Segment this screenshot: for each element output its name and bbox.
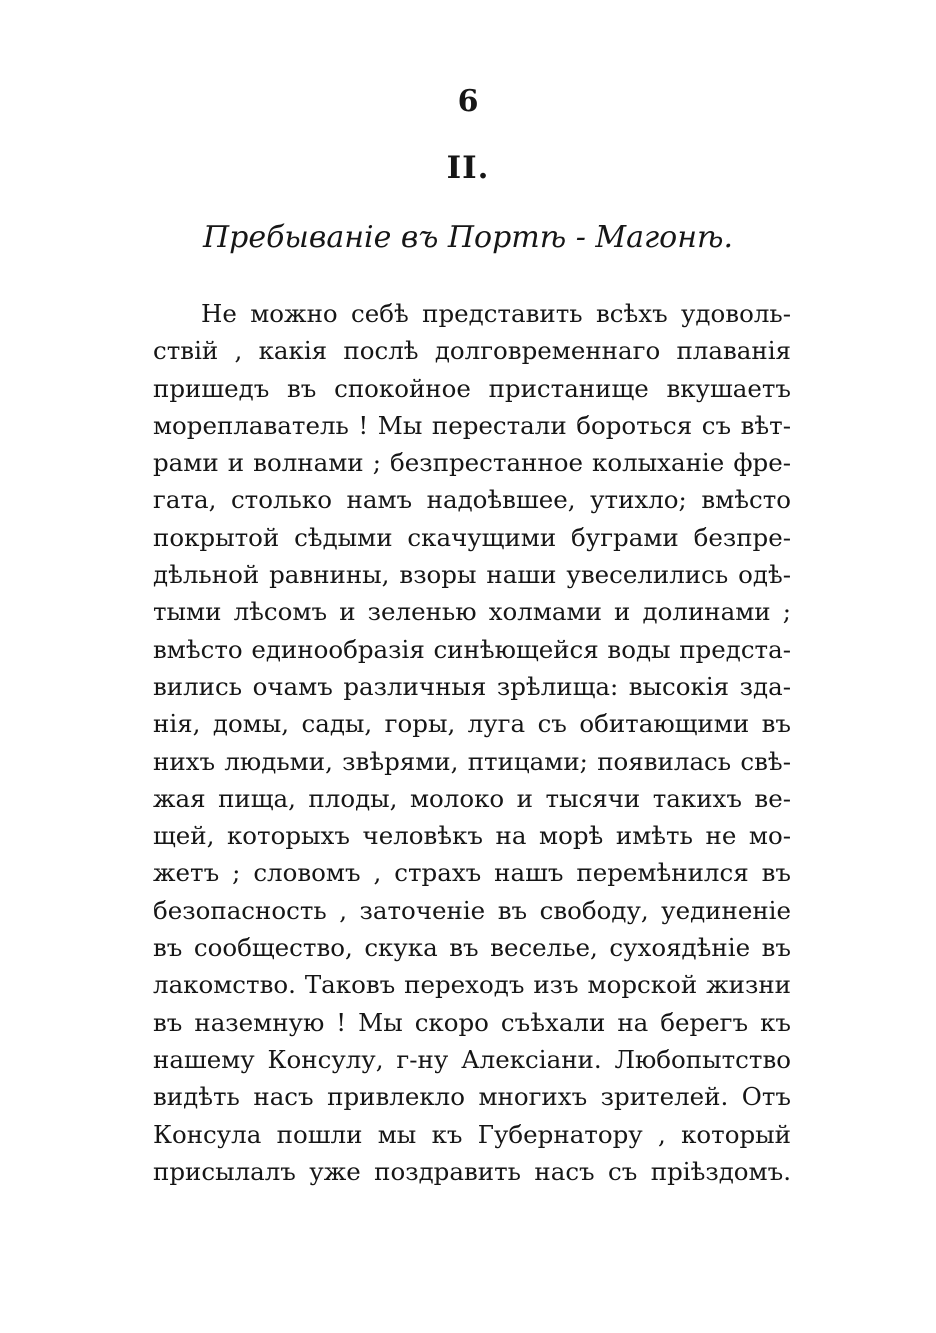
- text-line: Консула пошли мы къ Губернатору , который: [153, 1119, 791, 1149]
- text-line: въ сообщество, скука въ веселье, сухоядѣнiе въ: [153, 933, 791, 963]
- text-line: ствiй , какiя послѣ долговременнаго плаванiя: [153, 336, 791, 366]
- text-line: жетъ ; словомъ , страхъ нашъ перемѣнился въ: [153, 858, 791, 888]
- body-paragraph: [153, 295, 791, 1190]
- text-line: лакомство. Таковъ переходъ изъ морской жизни: [153, 970, 791, 1000]
- text-line: рами и волнами ; безпрестанное колыханiе фре-: [153, 448, 791, 478]
- text-line: вмѣсто единообразiя синѣющейся воды предста-: [153, 634, 791, 664]
- text-line: нихъ людьми, звѣрями, птицами; появилась свѣ-: [153, 746, 791, 776]
- text-line: тыми лѣсомъ и зеленью холмами и долинами ;: [153, 597, 791, 627]
- page-number: 6: [457, 84, 479, 119]
- text-line: въ наземную ! Мы скоро съѣхали на берегъ къ: [153, 1007, 791, 1037]
- text-line: покрытой сѣдыми скачущими буграми безпре-: [153, 522, 791, 552]
- chapter-title: Пребыванiе въ Портѣ - Магонѣ.: [203, 220, 733, 255]
- text-line: нiя, домы, сады, горы, луга съ обитающими въ: [153, 709, 791, 739]
- text-line: безопасность , заточенiе въ свободу, уединенiе: [153, 895, 791, 925]
- text-line: нашему Консулу, г-ну Алексiани. Любопытство: [153, 1044, 791, 1074]
- text-line: пришедъ въ спокойное пристанище вкушаетъ: [153, 373, 791, 403]
- text-line: присылалъ уже поздравить насъ съ прiѣздомъ.: [153, 1156, 791, 1186]
- text-line: гата, столько намъ надоѣвшее, утихло; вмѣсто: [153, 485, 791, 515]
- text-line: дѣльной равнины, взоры наши увеселились одѣ-: [153, 560, 791, 590]
- text-line: щей, которыхъ человѣкъ на морѣ имѣть не мо-: [153, 821, 791, 851]
- text-line: видѣть насъ привлекло многихъ зрителей. Отъ: [153, 1082, 791, 1112]
- text-line: Не можно себѣ представить всѣхъ удоволь-: [201, 299, 791, 328]
- text-line: вились очамъ различныя зрѣлища: высокiя зда-: [153, 671, 791, 701]
- text-line: мореплаватель ! Мы перестали бороться съ вѣт-: [153, 410, 791, 440]
- chapter-number: II.: [446, 150, 490, 186]
- text-line: жая пища, плоды, молоко и тысячи такихъ ве-: [153, 783, 791, 813]
